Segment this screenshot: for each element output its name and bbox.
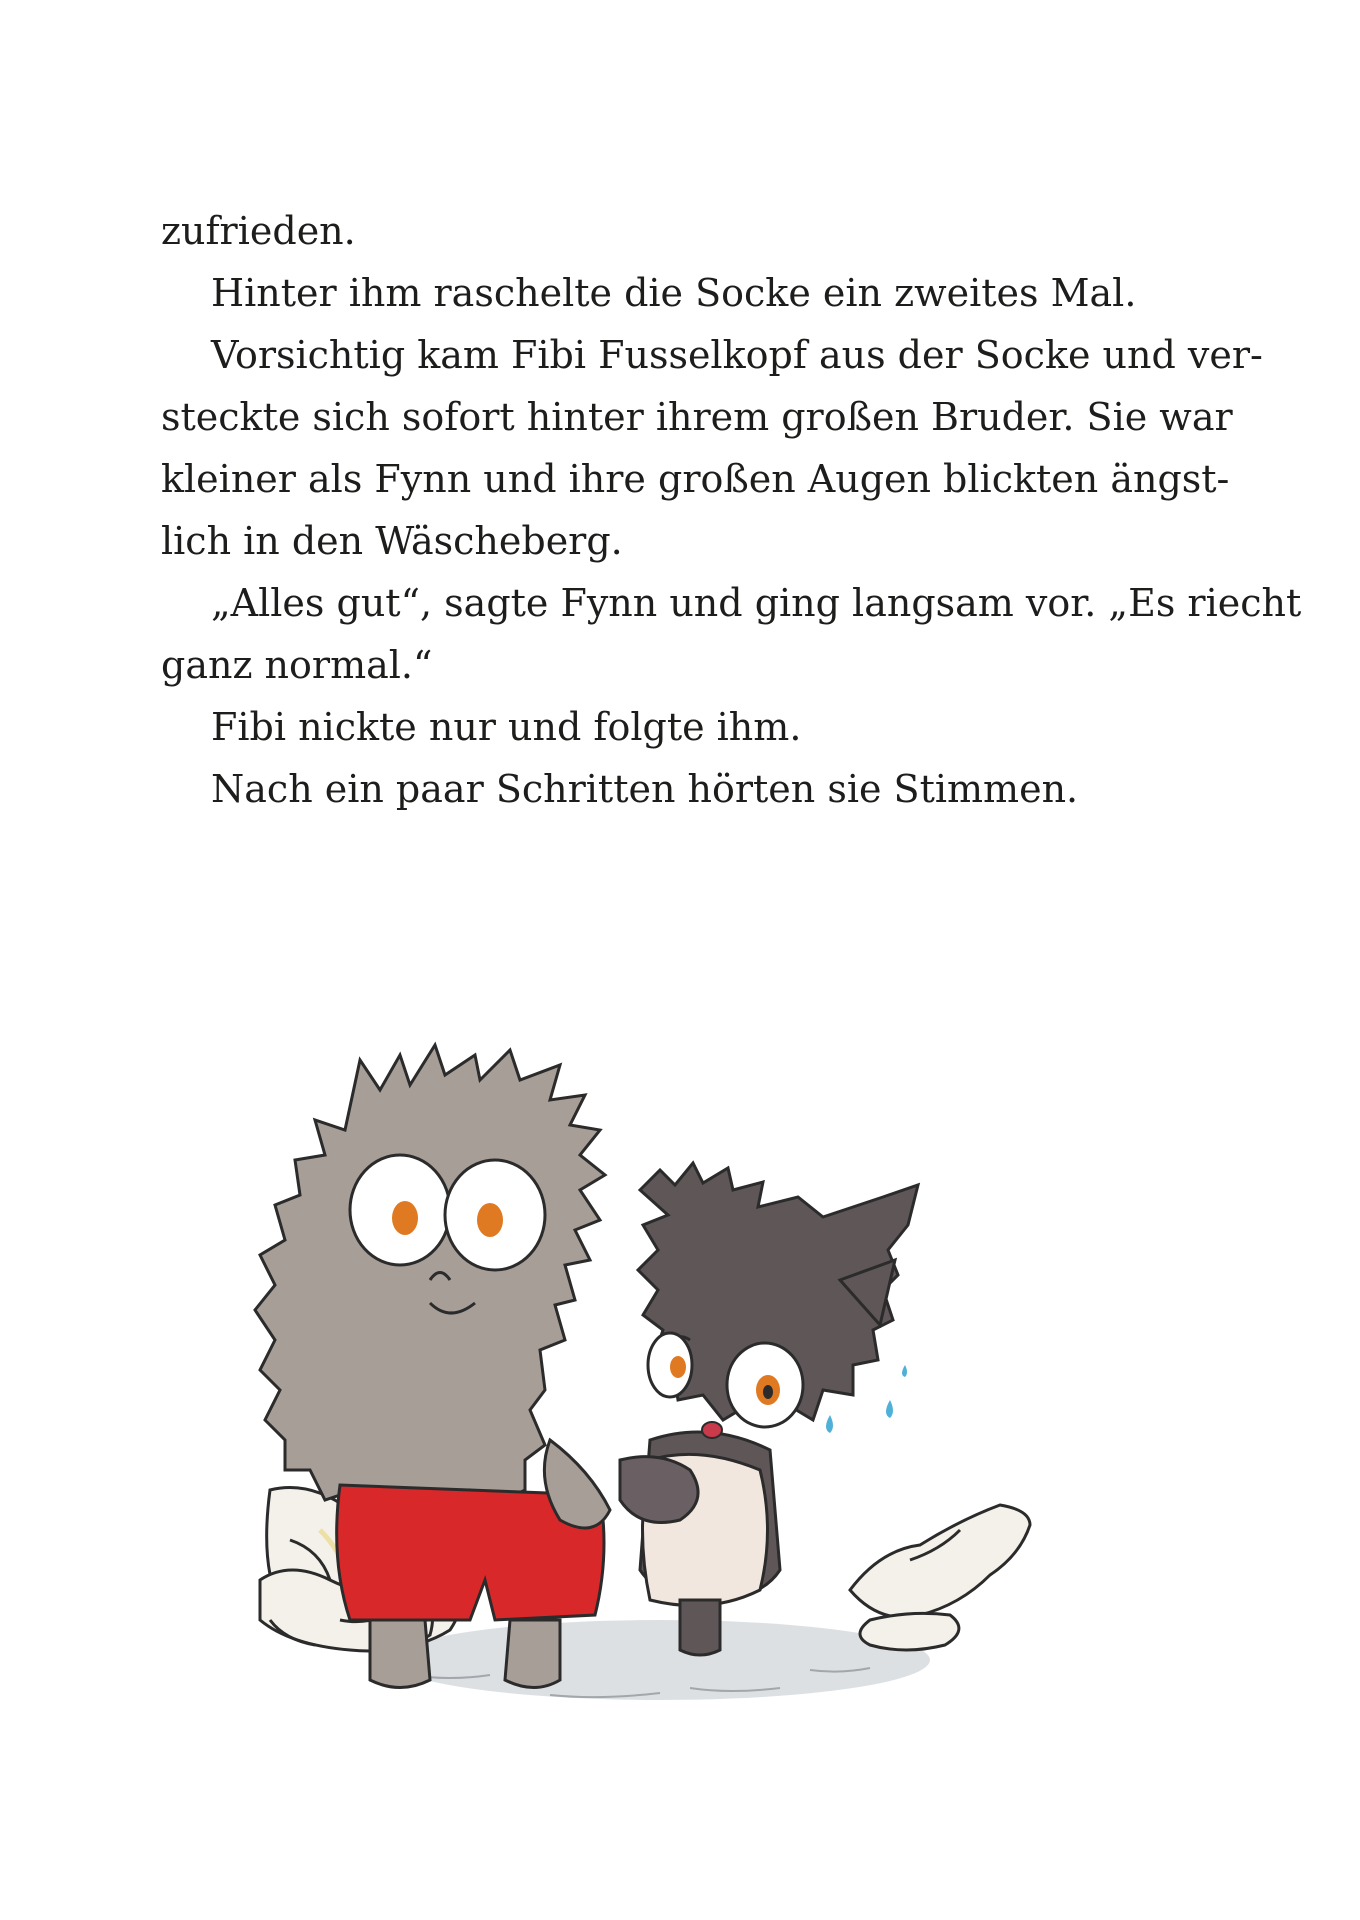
text-line: Hinter ihm raschelte die Socke ein zweites Mal.: [211, 271, 1137, 315]
ground-shadow: [390, 1620, 930, 1700]
laundry-pile-right-icon: [850, 1505, 1030, 1650]
text-line: „Alles gut“, sagte Fynn und ging langsam vor. „Es riecht: [211, 581, 1302, 625]
story-illustration: [250, 1020, 1090, 1760]
text-line: ganz normal.“: [161, 643, 433, 687]
text-line: zufrieden.: [161, 209, 356, 253]
text-line: kleiner als Fynn und ihre großen Augen blickten ängst-: [161, 457, 1230, 501]
text-line: Vorsichtig kam Fibi Fusselkopf aus der Socke und ver-: [211, 333, 1263, 377]
text-line: lich in den Wäscheberg.: [161, 519, 623, 563]
text-line: Fibi nickte nur und folgte ihm.: [211, 705, 802, 749]
text-line: steckte sich sofort hinter ihrem großen Bruder. Sie war: [161, 395, 1233, 439]
text-line: Nach ein paar Schritten hörten sie Stimmen.: [211, 767, 1079, 811]
illustration-svg: [250, 1020, 1090, 1760]
story-text: [161, 200, 1302, 820]
